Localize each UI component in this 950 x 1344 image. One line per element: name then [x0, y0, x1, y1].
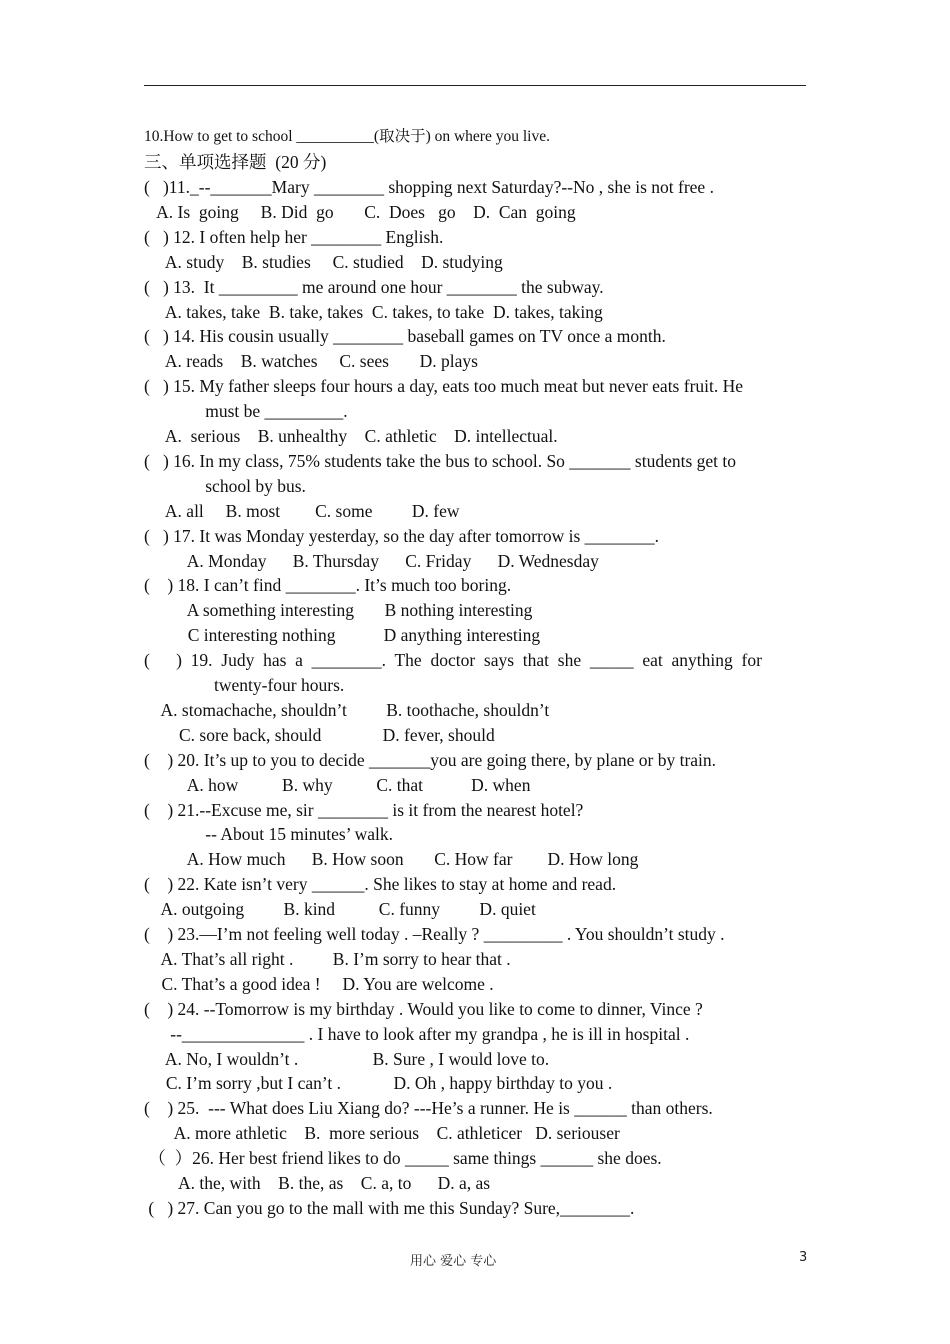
question-line: A. reads B. watches C. sees D. plays [144, 351, 478, 372]
question-line: ( ) 23.—I’m not feeling well today . –Really ? _________ . You shouldn’t study . [144, 924, 725, 944]
section-heading: 三、单项选择题 (20 分) [144, 152, 327, 172]
question-line: ( ) 17. It was Monday yesterday, so the day after tomorrow is ________. [144, 525, 660, 546]
question-line: ( ) 16. In my class, 75% students take the bus to school. So _______ students get to [144, 450, 737, 471]
question-line: ( ) 12. I often help her ________ English. [144, 226, 444, 247]
question-line: ( ) 27. Can you go to the mall with me this Sunday? Sure,________. [144, 1197, 635, 1218]
question-line: school by bus. [144, 475, 306, 496]
question-line: A. takes, take B. take, takes C. takes, to take D. takes, taking [144, 301, 603, 322]
question-line: C. sore back, should D. fever, should [144, 724, 495, 745]
question-line: must be _________. [144, 401, 348, 422]
question-line: ( ) 15. My father sleeps four hours a day, eats too much meat but never eats fruit. He [144, 376, 744, 397]
question-line: ( ) 21.--Excuse me, sir ________ is it from the nearest hotel? [144, 799, 584, 820]
footer-text: 用心 爱心 专心 [410, 1254, 497, 1269]
question-line: A. How much B. How soon C. How far D. How long [144, 849, 639, 870]
page-number: 3 [799, 1250, 808, 1265]
question-line: C. I’m sorry ,but I can’t . D. Oh , happy birthday to you . [144, 1073, 613, 1094]
question-line: A. how B. why C. that D. when [144, 774, 531, 795]
question-line: ( ) 24. --Tomorrow is my birthday . Would you like to come to dinner, Vince ? [144, 998, 703, 1019]
question-line: A. Is going B. Did go C. Does go D. Can going [144, 201, 576, 222]
question-line: C. That’s a good idea ! D. You are welcome . [144, 973, 494, 994]
question-line: ( ) 14. His cousin usually ________ baseball games on TV once a month. [144, 326, 666, 347]
question-line: A. serious B. unhealthy C. athletic D. intellectual. [144, 426, 558, 446]
question-line: A. stomachache, shouldn’t B. toothache, shouldn’t [144, 699, 550, 720]
question-line: ( ) 13. It _________ me around one hour ________ the subway. [144, 276, 604, 297]
question-line: ( ) 18. I can’t find ________. It’s much too boring. [144, 575, 512, 596]
question-line: A something interesting B nothing interesting [144, 600, 533, 621]
question-line: --______________ . I have to look after my grandpa , he is ill in hospital . [144, 1023, 690, 1044]
question-line: A. No, I wouldn’t . B. Sure , I would love to. [144, 1048, 550, 1069]
question-line: A. That’s all right . B. I’m sorry to hear that . [144, 948, 511, 969]
header-rule [144, 85, 806, 86]
question-line: A. outgoing B. kind C. funny D. quiet [144, 899, 536, 920]
question-line: twenty-four hours. [144, 675, 345, 695]
question-line: C interesting nothing D anything interesting [144, 625, 541, 646]
question-line: ( ) 25. --- What does Liu Xiang do? ---He’s a runner. He is ______ than others. [144, 1098, 713, 1119]
question-line: ( ) 22. Kate isn’t very ______. She likes to stay at home and read. [144, 874, 617, 895]
question-line: A. Monday B. Thursday C. Friday D. Wednesday [144, 550, 599, 571]
question-line: ( )11._--_______Mary ________ shopping next Saturday?--No , she is not free . [144, 177, 714, 197]
question-line: ( ) 20. It’s up to you to decide _______you are going there, by plane or by train. [144, 749, 717, 770]
question-line: -- About 15 minutes’ walk. [144, 824, 394, 845]
question-line: A. study B. studies C. studied D. studying [144, 251, 503, 272]
question-10: 10.How to get to school __________(取决于) on where you live. [144, 128, 550, 145]
question-line: ( ) 19. Judy has a ________. The doctor says that she _____ eat anything for [144, 650, 762, 671]
question-line: A. the, with B. the, as C. a, to D. a, as [144, 1173, 491, 1193]
question-line: （ ）26. Her best friend likes to do _____ same things ______ she does. [144, 1148, 662, 1169]
question-line: A. more athletic B. more serious C. athleticer D. seriouser [144, 1123, 620, 1144]
question-line: A. all B. most C. some D. few [144, 500, 460, 521]
